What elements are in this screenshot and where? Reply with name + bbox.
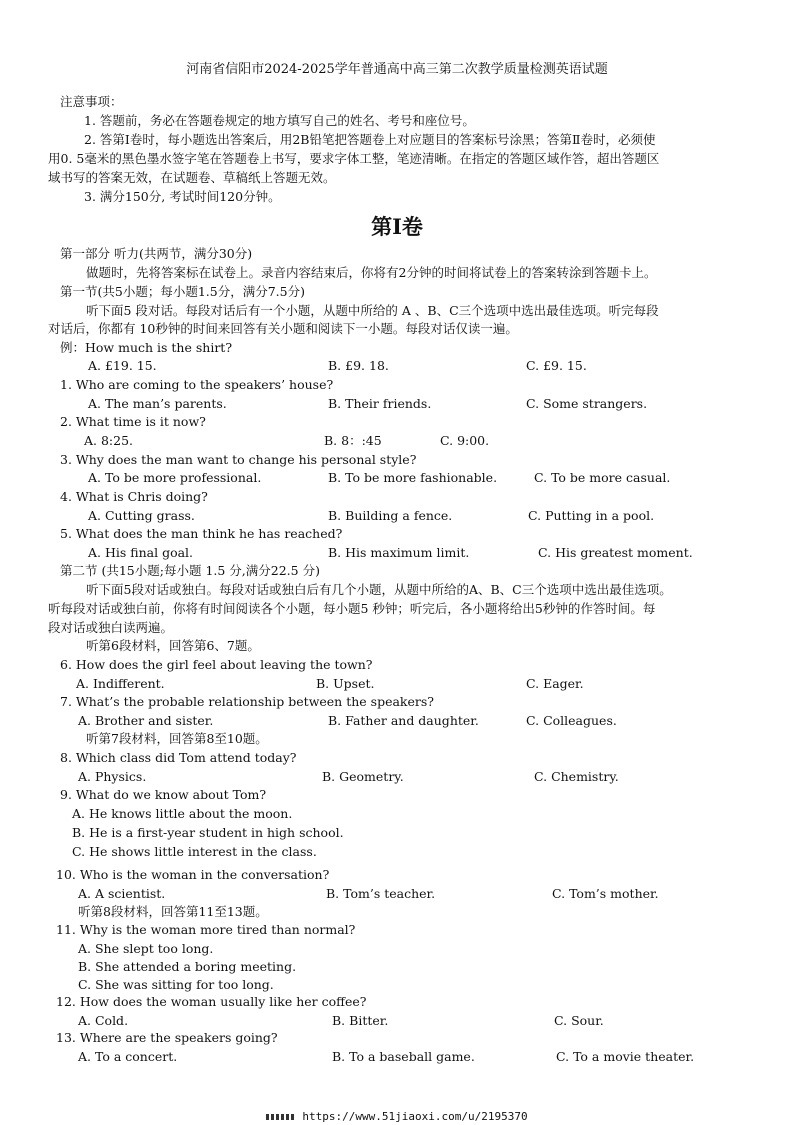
q6-option-b: B. Upset. [316, 676, 375, 691]
q11-option-a: A. She slept too long. [78, 941, 214, 956]
q8-option-a: A. Physics. [78, 769, 147, 784]
q13-option-c: C. To a movie theater. [556, 1049, 695, 1064]
example-question: 例：How much is the shirt? [60, 340, 233, 355]
question-8: 8. Which class did Tom attend today? [60, 750, 297, 765]
exam-title: 河南省信阳市2024-2025学年普通高中高三第二次教学质量检测英语试题 [186, 62, 608, 77]
footer-url[interactable]: https://www.51jiaoxi.com/u/2195370 [302, 1110, 528, 1123]
section2-instructions-1: 听下面5段对话或独白。每段对话或独白后有几个小题，从题中所给的A、B、C三个选项中选出最佳选项。 [86, 582, 672, 597]
question-5: 5. What does the man think he has reached? [60, 526, 343, 541]
q4-option-c: C. Putting in a pool. [528, 508, 655, 523]
question-9: 9. What do we know about Tom? [60, 787, 267, 802]
q3-option-b: B. To be more fashionable. [328, 470, 498, 485]
q1-option-b: B. Their friends. [328, 396, 432, 411]
q2-option-c: C. 9:00. [440, 433, 490, 448]
notes-heading: 注意事项： [60, 94, 123, 109]
footer-logo-icon [266, 1114, 296, 1120]
q10-option-b: B. Tom’s teacher. [326, 886, 436, 901]
q7-option-b: B. Father and daughter. [328, 713, 479, 728]
q7-option-a: A. Brother and sister. [78, 713, 214, 728]
q13-option-a: A. To a concert. [78, 1049, 178, 1064]
q9-option-b: B. He is a first-year student in high school. [72, 825, 344, 840]
material-6-intro: 听第6段材料，回答第6、7题。 [86, 638, 260, 653]
q5-option-a: A. His final goal. [88, 545, 194, 560]
q10-option-c: C. Tom’s mother. [552, 886, 659, 901]
question-3: 3. Why does the man want to change his personal style? [60, 452, 417, 467]
section1-instructions-2: 对话后，你都有 10秒钟的时间来回答有关小题和阅读下一小题。每段对话仅读一遍。 [48, 321, 518, 336]
q12-option-c: C. Sour. [554, 1013, 604, 1028]
q4-option-b: B. Building a fence. [328, 508, 453, 523]
note-2-line-3: 域书写的答案无效，在试题卷、草稿纸上答题无效。 [48, 170, 336, 185]
question-12: 12. How does the woman usually like her coffee? [56, 994, 367, 1009]
q9-option-c: C. He shows little interest in the class. [72, 844, 317, 859]
q13-option-b: B. To a baseball game. [332, 1049, 475, 1064]
q4-option-a: A. Cutting grass. [88, 508, 195, 523]
q10-option-a: A. A scientist. [78, 886, 166, 901]
section1-heading: 第一节(共5小题；每小题1.5分，满分7.5分) [60, 284, 305, 299]
question-10: 10. Who is the woman in the conversation? [56, 867, 330, 882]
note-2-line-2: 用0. 5毫米的黑色墨水签字笔在答题卷上书写，要求字体工整，笔迹清晰。在指定的答题区域作答，超出答题区 [48, 151, 660, 166]
volume-title: 第Ⅰ卷 [371, 214, 423, 239]
question-7: 7. What’s the probable relationship between the speakers? [60, 694, 434, 709]
q12-option-a: A. Cold. [78, 1013, 129, 1028]
q3-option-c: C. To be more casual. [534, 470, 671, 485]
q2-option-a: A. 8:25. [84, 433, 134, 448]
section2-instructions-3: 段对话或独白读两遍。 [48, 620, 174, 635]
section1-instructions-1: 听下面5 段对话。每段对话后有一个小题，从题中所给的 A 、B、C三个选项中选出最佳选项。听完每段 [86, 303, 659, 318]
q5-option-b: B. His maximum limit. [328, 545, 470, 560]
q12-option-b: B. Bitter. [332, 1013, 389, 1028]
q8-option-c: C. Chemistry. [534, 769, 619, 784]
material-7-intro: 听第7段材料，回答第8至10题。 [86, 731, 268, 746]
q6-option-a: A. Indifferent. [76, 676, 165, 691]
q7-option-c: C. Colleagues. [526, 713, 617, 728]
note-2-line-1: 2. 答第Ⅰ卷时，每小题选出答案后，用2B铅笔把答题卷上对应题目的答案标号涂黑；答第Ⅱ卷时，必须使 [84, 132, 656, 147]
example-option-c: C. £9. 15. [526, 358, 587, 373]
q11-option-c: C. She was sitting for too long. [78, 977, 274, 992]
note-1: 1. 答题前，务必在答题卷规定的地方填写自己的姓名、考号和座位号。 [84, 113, 475, 128]
question-11: 11. Why is the woman more tired than normal? [56, 922, 356, 937]
page-footer [0, 1109, 794, 1125]
q1-option-c: C. Some strangers. [526, 396, 648, 411]
question-4: 4. What is Chris doing? [60, 489, 208, 504]
q6-option-c: C. Eager. [526, 676, 584, 691]
q11-option-b: B. She attended a boring meeting. [78, 959, 297, 974]
q8-option-b: B. Geometry. [322, 769, 404, 784]
q3-option-a: A. To be more professional. [88, 470, 262, 485]
material-8-intro: 听第8段材料，回答第11至13题。 [78, 904, 268, 919]
section2-heading: 第二节 (共15小题;每小题 1.5 分,满分22.5 分) [60, 563, 320, 578]
q9-option-a: A. He knows little about the moon. [72, 806, 293, 821]
question-1: 1. Who are coming to the speakers’ house? [60, 377, 334, 392]
question-6: 6. How does the girl feel about leaving the town? [60, 657, 373, 672]
part1-intro: 做题时，先将答案标在试卷上。录音内容结束后，你将有2分钟的时间将试卷上的答案转涂到答题卡上。 [86, 265, 657, 280]
question-13: 13. Where are the speakers going? [56, 1030, 278, 1045]
note-3: 3. 满分150分, 考试时间120分钟。 [84, 189, 281, 204]
q2-option-b: B. 8：:45 [324, 433, 382, 448]
example-option-a: A. £19. 15. [88, 358, 157, 373]
q5-option-c: C. His greatest moment. [538, 545, 693, 560]
section2-instructions-2: 听每段对话或独白前，你将有时间阅读各个小题，每小题5 秒钟；听完后，各小题将给出5秒钟的作答时间。每 [48, 601, 656, 616]
example-option-b: B. £9. 18. [328, 358, 389, 373]
q1-option-a: A. The man’s parents. [88, 396, 227, 411]
part1-heading: 第一部分 听力(共两节，满分30分) [60, 246, 253, 261]
question-2: 2. What time is it now? [60, 414, 206, 429]
